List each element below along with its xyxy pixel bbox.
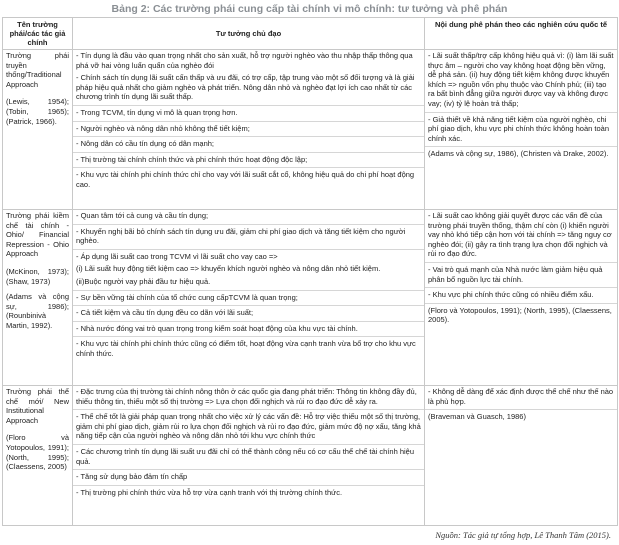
critique-cell: [425, 50, 618, 210]
school-cell: [3, 50, 73, 210]
idea-item: - Khuyến nghị bãi bỏ chính sách tín dụng ưu đãi, giảm chi phí giao dịch và tăng tiết kiệm cho người nghèo.: [76, 226, 406, 246]
idea-item: - Sự bền vững tài chính của tổ chức cung cấpTCVM là quan trọng;: [76, 292, 298, 302]
school-authors: (McKinon, 1973); (Shaw, 1973): [6, 266, 69, 286]
school-cell: [3, 210, 73, 386]
header-school: Tên trường phái/các tác giả chính: [3, 18, 73, 50]
idea-item: - Áp dụng lãi suất cao trong TCVM vì lãi suất cho vay cao =>: [76, 251, 278, 261]
table-row: [3, 386, 618, 526]
idea-item: - Thị trường tài chính chính thức và phi chính thức hoạt động độc lập;: [76, 154, 308, 164]
ideas-cell: [73, 210, 425, 386]
idea-item: - Khu vực tài chính phi chính thức cũng có điểm tốt, hoạt động vừa cạnh tranh vừa bổ trợ cho khu vực chính thức.: [76, 339, 416, 358]
critique-item: - Vai trò quá mạnh của Nhà nước làm giảm hiệu quả phân bổ nguồn lực tài chính.: [428, 264, 603, 284]
critique-item: - Giả thiết về khả năng tiết kiệm của người nghèo, chi phí giao dịch, khu vực phi chính thức không hoàn toàn chính xác.: [428, 114, 609, 143]
header-ideas: Tư tưởng chủ đạo: [73, 18, 425, 50]
idea-item: (i) Lãi suất huy động tiết kiệm cao => khuyến khích người nghèo và nông dân nhỏ tiết kiệm.: [76, 264, 381, 274]
idea-item: - Thể chế tốt là giải pháp quan trọng nhất cho việc xử lý các vấn đề: Hỗ trợ việc thiếu một số thị trường, giảm chi phí giao dịch, giảm rủi ro lựa chọn đối nghịch và rủi ro đạo đức, giảm mức độ nợ xấu, tăng khả năng tiếp cận của người nghèo và nông dân nhỏ tới khu vực chính thức: [76, 412, 421, 441]
source-note: Nguồn: Tác giả tự tổng hợp, Lê Thanh Tâm (2015).: [435, 530, 611, 540]
critique-item: - Không dễ dàng để xác định được thể chế như thế nào là phù hợp.: [428, 387, 614, 406]
critique-refs: (Floro và Yotopoulos, 1991); (North, 1995), (Claessens, 2005).: [428, 305, 612, 325]
idea-item: - Nông dân có cầu tín dụng có dân mạnh;: [76, 139, 215, 149]
schools-table: [2, 17, 618, 526]
idea-item: - Trong TCVM, tín dụng vi mô là quan trọng hơn.: [76, 107, 238, 117]
idea-item: - Tín dụng là đầu vào quan trọng nhất cho sản xuất, hỗ trợ người nghèo vào thu nhập thấp thông qua phá vỡ hai vòng luẩn quẩn của nghèo đói: [76, 51, 413, 70]
school-cell: [3, 386, 73, 526]
critique-refs: (Braveman và Guasch, 1986): [428, 412, 526, 422]
idea-item: - Thị trường phi chính thức vừa hỗ trợ vừa cạnh tranh với thị trường chính thức.: [76, 487, 343, 497]
table-title: Bảng 2: Các trường phái cung cấp tài chính vi mô chính: tư tưởng và phê phán: [111, 3, 508, 15]
school-name: Trường phái thể chế mới/ New Institutional Approach: [6, 387, 69, 425]
header-critique: Nội dung phê phán theo các nghiên cứu quốc tế: [425, 18, 618, 50]
ideas-cell: [73, 50, 425, 210]
critique-cell: [425, 210, 618, 386]
idea-item: - Đặc trưng của thị trường tài chính nông thôn ở các quốc gia đang phát triển: Thông tin không đầy đủ, thiếu thông tin, thiếu một số thị trường => Lựa chọn đối nghịch và rủi ro đạo đức dễ xảy ra.: [76, 387, 417, 406]
critique-item: - Lãi suất thấp/trợ cấp không hiệu quả vì: (i) làm lãi suất thực âm – người cho vay không hoạt động bền vững, dễ phá sản. (ii) huy động tiết kiệm không được khuyến khích => nguồn vốn phụ thuộc vào Chính phủ; (iii) tạo ra bất bình đẳng giữa người được vay và không được vay; (iv) tỷ lệ hoàn trả thấp;: [428, 51, 614, 108]
table-row: [3, 50, 618, 210]
header-row: [3, 18, 618, 50]
critique-item: - Khu vực phi chính thức cũng có nhiều điểm xấu.: [428, 290, 594, 300]
idea-item: - Nhà nước đóng vai trò quan trọng trong kiểm soát hoạt động của khu vực tài chính.: [76, 323, 358, 333]
school-name: Trường phái truyền thống/Traditional Approach: [6, 51, 69, 89]
idea-item: - Người nghèo và nông dân nhỏ không thể tiết kiệm;: [76, 123, 250, 133]
critique-cell: [425, 386, 618, 526]
idea-item: - Tăng sử dụng bảo đảm tín chấp: [76, 472, 188, 482]
school-authors: (Lewis, 1954); (Tobin, 1965);(Patrick, 1966).: [6, 97, 69, 126]
idea-item: - Khu vực tài chính phi chính thức chỉ cho vay với lãi suất cắt cổ, không hiệu quả do chi phí hoạt động cao.: [76, 170, 415, 189]
idea-item: - Cả tiết kiệm và cầu tín dụng đều co dãn với lãi suất;: [76, 308, 254, 318]
school-authors: (Adams và cộng sự, 1986); (Rounbinivà Martin, 1992).: [6, 292, 69, 330]
idea-item: - Chính sách tín dụng lãi suất cấn thấp và ưu đãi, có trợ cấp, tập trung vào một số đối tượng và là giải pháp hiệu quả nhất cho giảm nghèo và phát triển. Nông dân nhỏ và nghèo đạt lợi ích cao nhất từ các chương trình tín dụng lãi suất thấp.: [76, 73, 415, 102]
school-authors: (Floro và Yotopoulos, 1991); (North, 1995); (Claessens, 2005): [6, 433, 69, 472]
table-row: [3, 210, 618, 386]
critique-item: - Lãi suất cao không giải quyết được các vấn đề của trường phái truyền thống, thậm chí còn (i) khiến người vay nhỏ khó tiếp cận hơn với tài chính => tăng nguy cơ nghèo đói; (ii) gây ra tình trạng lựa chọn đối nghịch và rủi ro đạo đức.: [428, 211, 612, 259]
critique-refs: (Adams và cộng sự, 1986), (Christen và Drake, 2002).: [428, 149, 609, 159]
idea-item: - Các chương trình tín dụng lãi suất ưu đãi chỉ có thể thành công nếu có cơ cấu thể chế tài chính hiệu quả.: [76, 446, 415, 466]
school-name: Trường phái kiềm chế tài chính - Ohio/ Financial Repression - Ohio Approach: [6, 211, 69, 259]
ideas-cell: [73, 386, 425, 526]
idea-item: - Quan tâm tới cả cung và cầu tín dụng;: [76, 211, 209, 220]
idea-item: (ii)Buộc người vay phải đầu tư hiệu quả.: [76, 276, 211, 286]
